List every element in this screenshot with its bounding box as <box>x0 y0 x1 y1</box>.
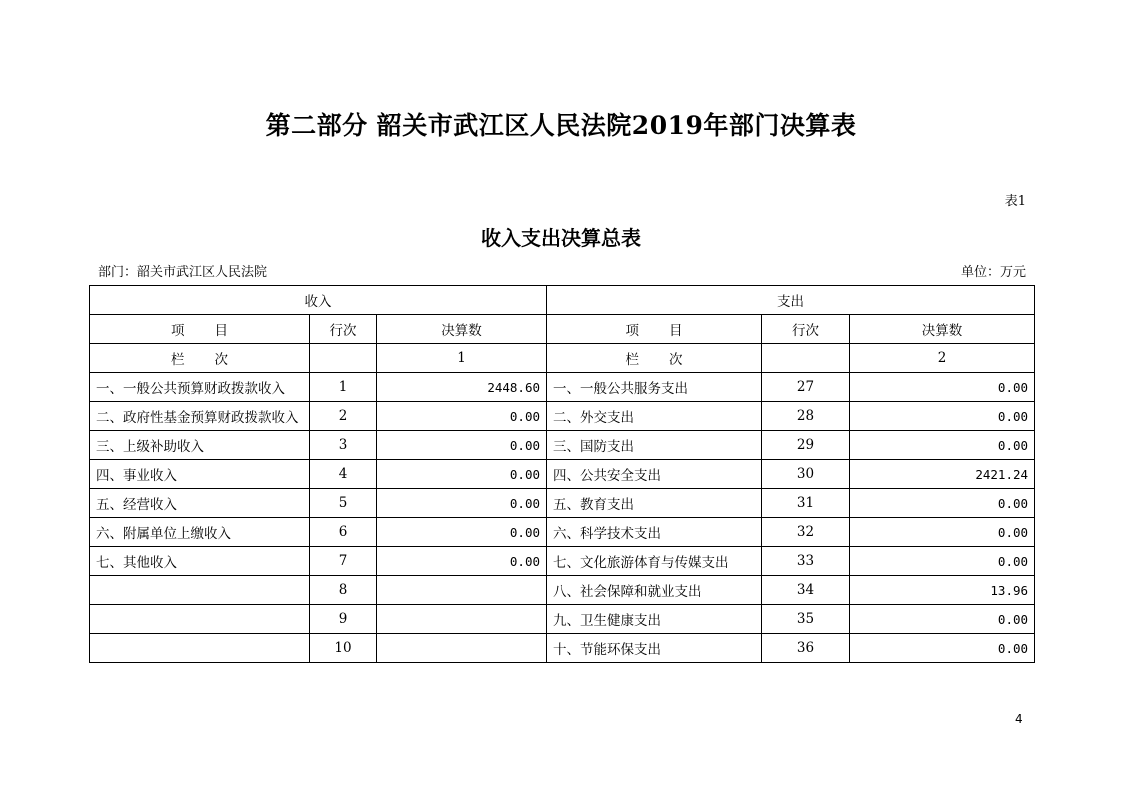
expense-item-cell: 四、公共安全支出 <box>547 460 762 489</box>
income-line-cell: 5 <box>310 489 377 518</box>
table-number: 表1 <box>1004 194 1026 209</box>
expense-amount-cell: 0.00 <box>850 518 1035 547</box>
income-line-cell: 9 <box>310 605 377 634</box>
department-label: 部门：韶关市武江区人民法院 <box>98 265 268 280</box>
income-item-cell: 五、经营收入 <box>90 489 310 518</box>
expense-amount-cell: 2421.24 <box>850 460 1035 489</box>
expense-amount-cell: 13.96 <box>850 576 1035 605</box>
income-line-cell: 3 <box>310 431 377 460</box>
income-item-cell: 六、附属单位上缴收入 <box>90 518 310 547</box>
income-item-cell: 一、一般公共预算财政拨款收入 <box>90 373 310 402</box>
expense-item-cell: 一、一般公共服务支出 <box>547 373 762 402</box>
income-line-cell: 4 <box>310 460 377 489</box>
income-line-cell: 8 <box>310 576 377 605</box>
expense-amount-cell: 0.00 <box>850 373 1035 402</box>
document-title: 第二部分 韶关市武江区人民法院2019年部门决算表 <box>265 111 857 140</box>
expense-item-cell: 二、外交支出 <box>547 402 762 431</box>
income-line-cell: 2 <box>310 402 377 431</box>
section-header-row <box>90 286 1035 315</box>
income-amount-cell: 0.00 <box>377 518 547 547</box>
income-expense-table <box>89 285 1035 663</box>
expense-line-cell: 35 <box>762 605 850 634</box>
expense-item-cell: 七、文化旅游体育与传媒支出 <box>547 547 762 576</box>
income-amount-cell: 0.00 <box>377 460 547 489</box>
income-item-cell: 七、其他收入 <box>90 547 310 576</box>
expense-amount-cell: 0.00 <box>850 402 1035 431</box>
income-column-label: 栏 次 <box>90 344 310 373</box>
expense-item-cell: 三、国防支出 <box>547 431 762 460</box>
expense-line-cell: 34 <box>762 576 850 605</box>
income-amount-cell: 0.00 <box>377 489 547 518</box>
table-row <box>90 518 1035 547</box>
income-item-cell: 三、上级补助收入 <box>90 431 310 460</box>
table-row <box>90 373 1035 402</box>
expense-line-cell: 27 <box>762 373 850 402</box>
expense-line-cell: 36 <box>762 634 850 663</box>
table-row <box>90 547 1035 576</box>
income-amount-cell <box>377 576 547 605</box>
page-number: 4 <box>1015 712 1023 726</box>
income-column-number: 1 <box>377 344 547 373</box>
table-title: 收入支出决算总表 <box>481 226 641 250</box>
expense-line-cell: 31 <box>762 489 850 518</box>
expense-amount-cell: 0.00 <box>850 489 1035 518</box>
column-number-row <box>90 344 1035 373</box>
income-amount-header: 决算数 <box>377 315 547 344</box>
income-item-cell: 二、政府性基金预算财政拨款收入 <box>90 402 310 431</box>
expense-amount-cell: 0.00 <box>850 634 1035 663</box>
income-amount-cell <box>377 605 547 634</box>
expense-line-cell: 33 <box>762 547 850 576</box>
expense-column-label: 栏 次 <box>547 344 762 373</box>
income-line-blank <box>310 344 377 373</box>
expense-amount-cell: 0.00 <box>850 431 1035 460</box>
column-header-row <box>90 315 1035 344</box>
table-row <box>90 431 1035 460</box>
income-amount-cell: 0.00 <box>377 402 547 431</box>
income-line-cell: 6 <box>310 518 377 547</box>
expense-item-header: 项 目 <box>547 315 762 344</box>
expense-line-cell: 30 <box>762 460 850 489</box>
expense-item-cell: 十、节能环保支出 <box>547 634 762 663</box>
expense-column-number: 2 <box>850 344 1035 373</box>
income-item-cell <box>90 605 310 634</box>
expense-item-cell: 六、科学技术支出 <box>547 518 762 547</box>
income-line-header: 行次 <box>310 315 377 344</box>
income-item-header: 项 目 <box>90 315 310 344</box>
income-line-cell: 7 <box>310 547 377 576</box>
expense-amount-header: 决算数 <box>850 315 1035 344</box>
table-row <box>90 576 1035 605</box>
income-item-cell <box>90 634 310 663</box>
expense-line-blank <box>762 344 850 373</box>
expense-amount-cell: 0.00 <box>850 605 1035 634</box>
unit-label: 单位：万元 <box>960 265 1026 280</box>
expense-line-cell: 29 <box>762 431 850 460</box>
income-amount-cell <box>377 634 547 663</box>
expense-section-header: 支出 <box>547 286 1035 315</box>
table-row <box>90 402 1035 431</box>
table-row <box>90 605 1035 634</box>
expense-item-cell: 五、教育支出 <box>547 489 762 518</box>
income-amount-cell: 0.00 <box>377 431 547 460</box>
expense-item-cell: 九、卫生健康支出 <box>547 605 762 634</box>
expense-line-cell: 28 <box>762 402 850 431</box>
table-row <box>90 489 1035 518</box>
income-item-cell: 四、事业收入 <box>90 460 310 489</box>
income-item-cell <box>90 576 310 605</box>
income-line-cell: 10 <box>310 634 377 663</box>
income-line-cell: 1 <box>310 373 377 402</box>
expense-line-header: 行次 <box>762 315 850 344</box>
income-amount-cell: 2448.60 <box>377 373 547 402</box>
table-row <box>90 460 1035 489</box>
expense-line-cell: 32 <box>762 518 850 547</box>
table-row <box>90 634 1035 663</box>
income-section-header: 收入 <box>90 286 547 315</box>
expense-item-cell: 八、社会保障和就业支出 <box>547 576 762 605</box>
income-amount-cell: 0.00 <box>377 547 547 576</box>
expense-amount-cell: 0.00 <box>850 547 1035 576</box>
